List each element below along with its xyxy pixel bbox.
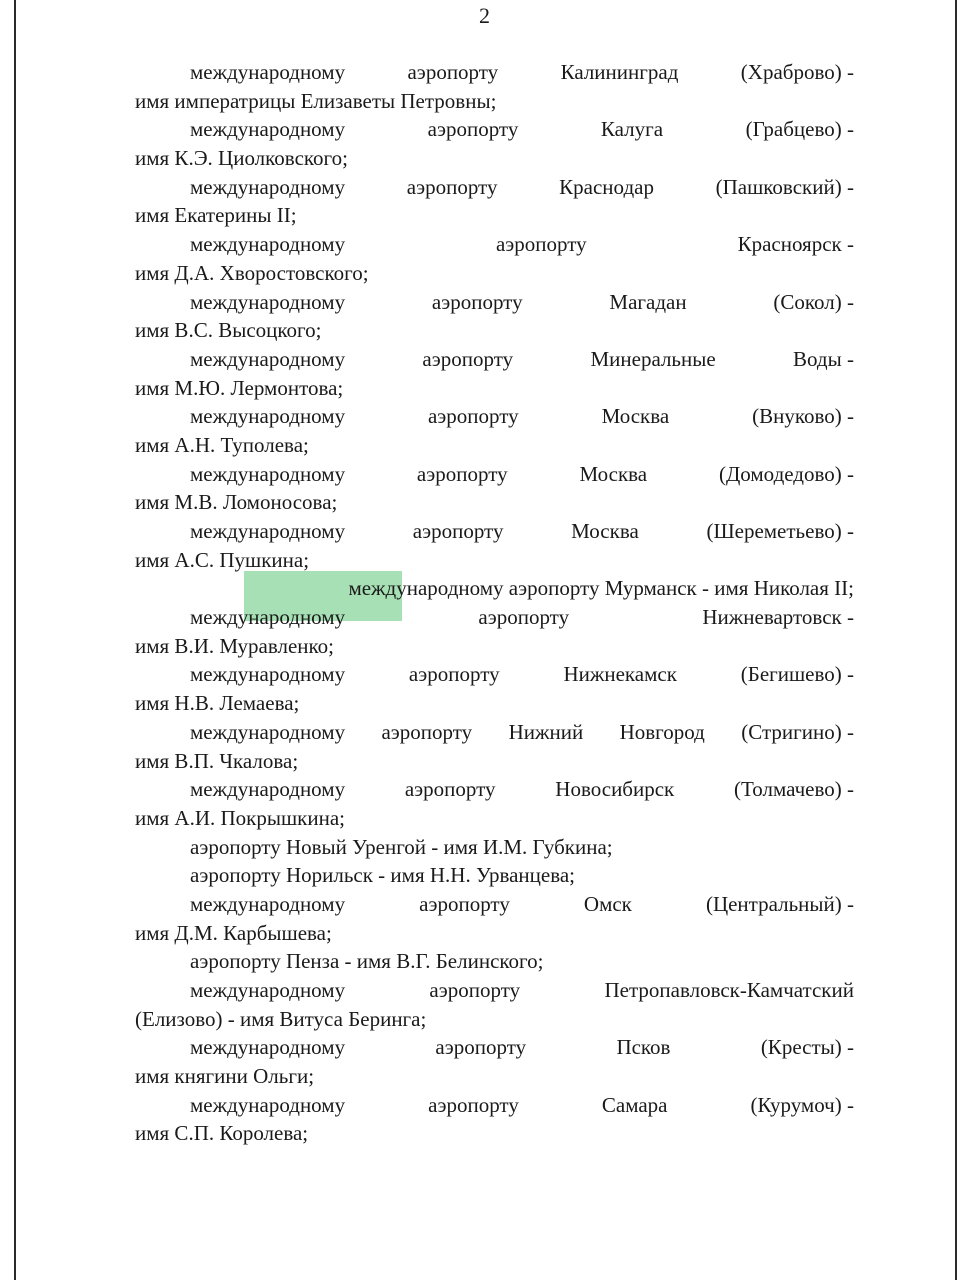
paragraph-first-line	[135, 718, 854, 747]
paragraph-word: (Храброво) -	[740, 60, 854, 84]
paragraph-continuation-line: имя К.Э. Циолковского;	[135, 146, 348, 171]
paragraph-continuation-line: имя М.Ю. Лермонтова;	[135, 375, 344, 400]
paragraph-word: международному	[190, 777, 346, 802]
paragraph-first-line	[135, 517, 854, 546]
page-right-edge	[955, 0, 957, 1280]
paragraph-word: (Шереметьево) -	[706, 519, 854, 543]
paragraph-word: международному	[190, 978, 346, 1002]
paragraph-word: международному	[190, 174, 346, 199]
paragraph-word: международному	[190, 60, 346, 84]
paragraph-first-line	[135, 460, 854, 489]
paragraph-word: международному	[190, 1035, 346, 1060]
paragraph-continuation-line: имя Н.В. Лемаева;	[135, 691, 300, 716]
paragraph-word: международному	[190, 605, 346, 630]
paragraph-word: Москва	[601, 404, 670, 429]
paragraph-word: аэропорту	[429, 978, 521, 1002]
paragraph-text: аэропорту Пенза - имя В.Г. Белинского;	[190, 949, 544, 974]
paragraph-word: (Грабцево) -	[745, 117, 854, 142]
paragraph-word: международному	[190, 404, 346, 429]
paragraph-word: международному	[190, 662, 346, 687]
highlighted-paragraph	[135, 574, 854, 603]
paragraph-word: аэропорту	[478, 605, 570, 630]
paragraph-word: аэропорту	[427, 117, 519, 142]
paragraph-word: Нижний	[508, 719, 584, 744]
paragraph-word: Новосибирск	[555, 777, 675, 802]
paragraph-word: Нижнекамск	[563, 662, 677, 687]
paragraph-word: (Внуково) -	[752, 404, 854, 429]
paragraph-word: (Центральный) -	[705, 891, 854, 916]
paragraph-continuation-line: (Елизово) - имя Витуса Беринга;	[135, 1006, 427, 1031]
paragraph-word: аэропорту	[408, 662, 500, 687]
paragraph-word: международному	[190, 1092, 346, 1117]
paragraph-word: аэропорту	[428, 1092, 519, 1117]
page-left-edge	[14, 0, 16, 1280]
paragraph-first-line	[135, 345, 854, 374]
paragraph-word: (Кресты) -	[760, 1035, 854, 1060]
paragraph-word: Псков	[616, 1035, 671, 1060]
paragraph-word: Калининград	[560, 60, 679, 84]
paragraph-word: международному	[190, 891, 346, 916]
paragraph-word: Петропавловск-Камчатский	[604, 978, 854, 1002]
paragraph-continuation-line: имя М.В. Ломоносова;	[135, 490, 338, 515]
paragraph-text: международному аэропорту Мурманск - имя Николая II;	[348, 576, 854, 601]
paragraph-line	[135, 861, 854, 890]
paragraph-text: аэропорту Новый Уренгой - имя И.М. Губкина;	[190, 834, 613, 859]
paragraph-word: (Домодедово) -	[718, 461, 854, 486]
paragraph-word: Омск	[583, 891, 632, 916]
paragraph-word: Минеральные	[590, 346, 716, 371]
paragraph-continuation-line: имя В.П. Чкалова;	[135, 748, 299, 773]
paragraph-word: Краснодар	[559, 174, 654, 199]
paragraph-word: международному	[190, 289, 346, 314]
paragraph-word: аэропорту	[416, 461, 508, 486]
paragraph-continuation-line: имя А.И. Покрышкина;	[135, 805, 345, 830]
paragraph-word: аэропорту	[406, 174, 498, 199]
paragraph-word: аэропорту	[435, 1035, 527, 1060]
paragraph-word: Новгород	[619, 719, 705, 744]
paragraph-word: Москва	[579, 461, 648, 486]
paragraph-first-line	[135, 230, 854, 259]
paragraph-word: (Курумоч) -	[750, 1092, 854, 1117]
paragraph-word: Магадан	[609, 289, 687, 314]
paragraph-continuation-line: имя императрицы Елизаветы Петровны;	[135, 88, 497, 113]
paragraph-first-line	[135, 173, 854, 202]
paragraph-continuation-line: имя С.П. Королева;	[135, 1121, 309, 1146]
paragraph-first-line	[135, 1033, 854, 1062]
paragraph-word: Самара	[601, 1092, 668, 1117]
paragraph-first-line	[135, 603, 854, 632]
paragraph-word: (Сокол) -	[773, 289, 854, 314]
paragraph-continuation-line: имя А.Н. Туполева;	[135, 432, 309, 457]
paragraph-first-line	[135, 58, 854, 87]
paragraph-word: аэропорту	[422, 346, 514, 371]
paragraph-first-line	[135, 890, 854, 919]
paragraph-word: международному	[190, 346, 346, 371]
paragraph-word: (Стригино) -	[741, 719, 854, 744]
paragraph-word: аэропорту	[381, 719, 473, 744]
paragraph-word: Калуга	[600, 117, 664, 142]
paragraph-word: аэропорту	[404, 777, 496, 802]
paragraph-first-line	[135, 288, 854, 317]
paragraph-word: Москва	[571, 519, 639, 543]
paragraph-line	[135, 947, 854, 976]
paragraph-first-line	[135, 660, 854, 689]
paragraph-continuation-line: имя В.И. Муравленко;	[135, 633, 334, 658]
paragraph-word: (Бегишево) -	[740, 662, 854, 687]
paragraph-continuation-line: имя княгини Ольги;	[135, 1064, 315, 1089]
paragraph-word: международному	[190, 232, 346, 257]
paragraph-continuation-line: имя Д.А. Хворостовского;	[135, 260, 369, 285]
paragraph-word: (Толмачево) -	[734, 777, 854, 802]
paragraph-first-line	[135, 1091, 854, 1120]
paragraph-word: аэропорту	[431, 289, 523, 314]
paragraph-text: аэропорту Норильск - имя Н.Н. Урванцева;	[190, 863, 576, 888]
paragraph-continuation-line: имя Екатерины II;	[135, 203, 297, 228]
paragraph-word: международному	[190, 719, 346, 744]
paragraph-continuation-line: имя Д.М. Карбышева;	[135, 920, 332, 945]
paragraph-first-line	[135, 976, 854, 1005]
paragraph-line	[135, 833, 854, 862]
paragraph-word: аэропорту	[419, 891, 510, 916]
paragraph-continuation-line: имя А.С. Пушкина;	[135, 547, 310, 572]
paragraph-first-line	[135, 115, 854, 144]
paragraph-word: Красноярск -	[737, 232, 854, 257]
paragraph-first-line	[135, 402, 854, 431]
document-body	[135, 58, 854, 1148]
page-number: 2	[479, 3, 490, 28]
paragraph-word: Нижневартовск -	[702, 605, 854, 630]
paragraph-continuation-line: имя В.С. Высоцкого;	[135, 318, 322, 343]
paragraph-word: международному	[190, 519, 346, 543]
paragraph-first-line	[135, 775, 854, 804]
paragraph-word: аэропорту	[427, 404, 519, 429]
paragraph-word: Воды -	[793, 346, 854, 371]
paragraph-word: международному	[190, 117, 346, 142]
paragraph-word: аэропорту	[412, 519, 504, 543]
paragraph-word: аэропорту	[495, 232, 587, 257]
paragraph-word: (Пашковский) -	[715, 174, 854, 199]
paragraph-word: международному	[190, 461, 346, 486]
paragraph-word: аэропорту	[407, 60, 499, 84]
